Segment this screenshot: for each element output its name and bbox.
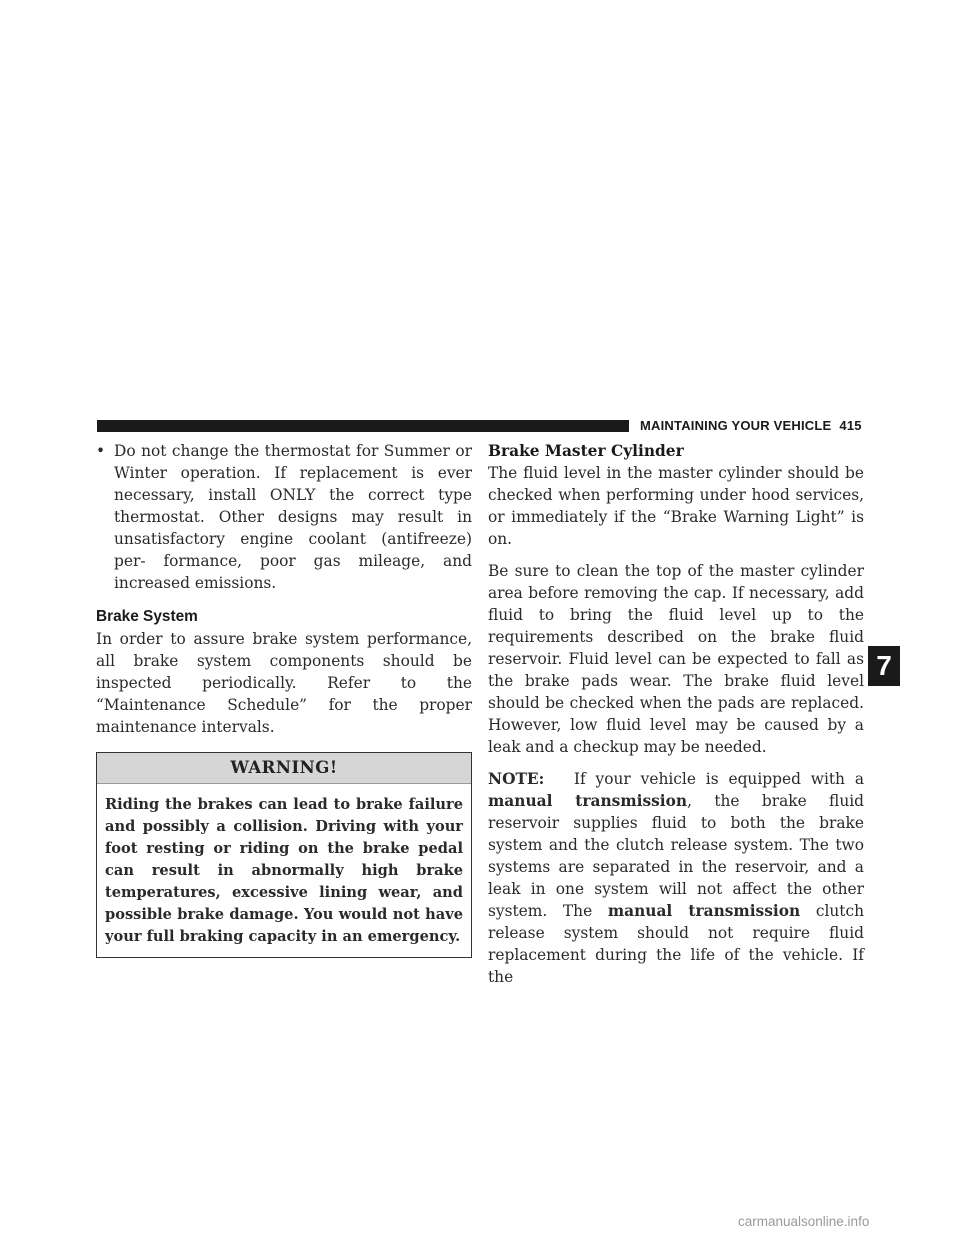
note-paragraph <box>488 768 864 988</box>
sub-heading-brake-master-cylinder: Brake Master Cylinder <box>488 442 684 460</box>
section-heading-brake-system: Brake System <box>96 608 198 625</box>
note-term-manual-transmission-1: manual transmission <box>488 792 688 810</box>
bullet-text: Do not change the thermostat for Summer or Winter operation. If replacement is ever necessary, install ONLY the correct type thermostat. Other designs may result in unsatisfactory engine coolant (antifreeze) per- formance, poor gas mileage, and increased emissions. <box>114 442 472 592</box>
note-label: NOTE: <box>488 770 545 788</box>
note-term-manual-transmission-2: manual transmission <box>607 902 801 920</box>
warning-box <box>96 752 472 958</box>
bullet-item <box>96 440 472 594</box>
left-column <box>96 440 472 958</box>
watermark: carmanualsonline.info <box>738 1214 870 1229</box>
note-text-3: clutch release system should not require fluid replacement during the life of the vehicle. If the <box>488 902 864 986</box>
warning-title: WARNING! <box>97 753 471 784</box>
master-cylinder-paragraph-1: The fluid level in the master cylinder should be checked when performing under hood services, or immediately if the “Brake Warning Light” is on. <box>488 464 864 548</box>
page-number: 415 <box>839 418 862 433</box>
note-text-2: , the brake fluid reservoir supplies fluid to both the brake system and the clutch release system. The two systems are separated in the reservoir, and a leak in one system will not affect the other system. The <box>488 792 865 920</box>
running-header <box>640 418 862 433</box>
note-text-1: If your vehicle is equipped with a <box>573 770 864 788</box>
brake-system-paragraph: In order to assure brake system performance, all brake system components should be inspected periodically. Refer to the “Maintenance Schedule” for the proper maintenance intervals. <box>96 630 472 736</box>
chapter-tab: 7 <box>868 646 900 686</box>
header-rule <box>97 420 629 432</box>
warning-body: Riding the brakes can lead to brake failure and possibly a collision. Driving with your foot resting or riding on the brake pedal can result in abnormally high brake temperatures, excessive lining wear, and possible brake damage. You would not have your full braking capacity in an emergency. <box>105 796 463 945</box>
master-cylinder-paragraph-2: Be sure to clean the top of the master cylinder area before removing the cap. If necessary, add fluid to bring the fluid level up to the requirements described on the brake fluid reservoir. Fluid level can be expected to fall as the brake pads wear. The brake fluid level should be checked when the pads are replaced. However, low fluid level may be caused by a leak and a checkup may be needed. <box>488 562 864 756</box>
bullet-dot: • <box>96 442 106 460</box>
header-section-title: MAINTAINING YOUR VEHICLE <box>640 418 832 433</box>
right-column <box>488 440 864 998</box>
